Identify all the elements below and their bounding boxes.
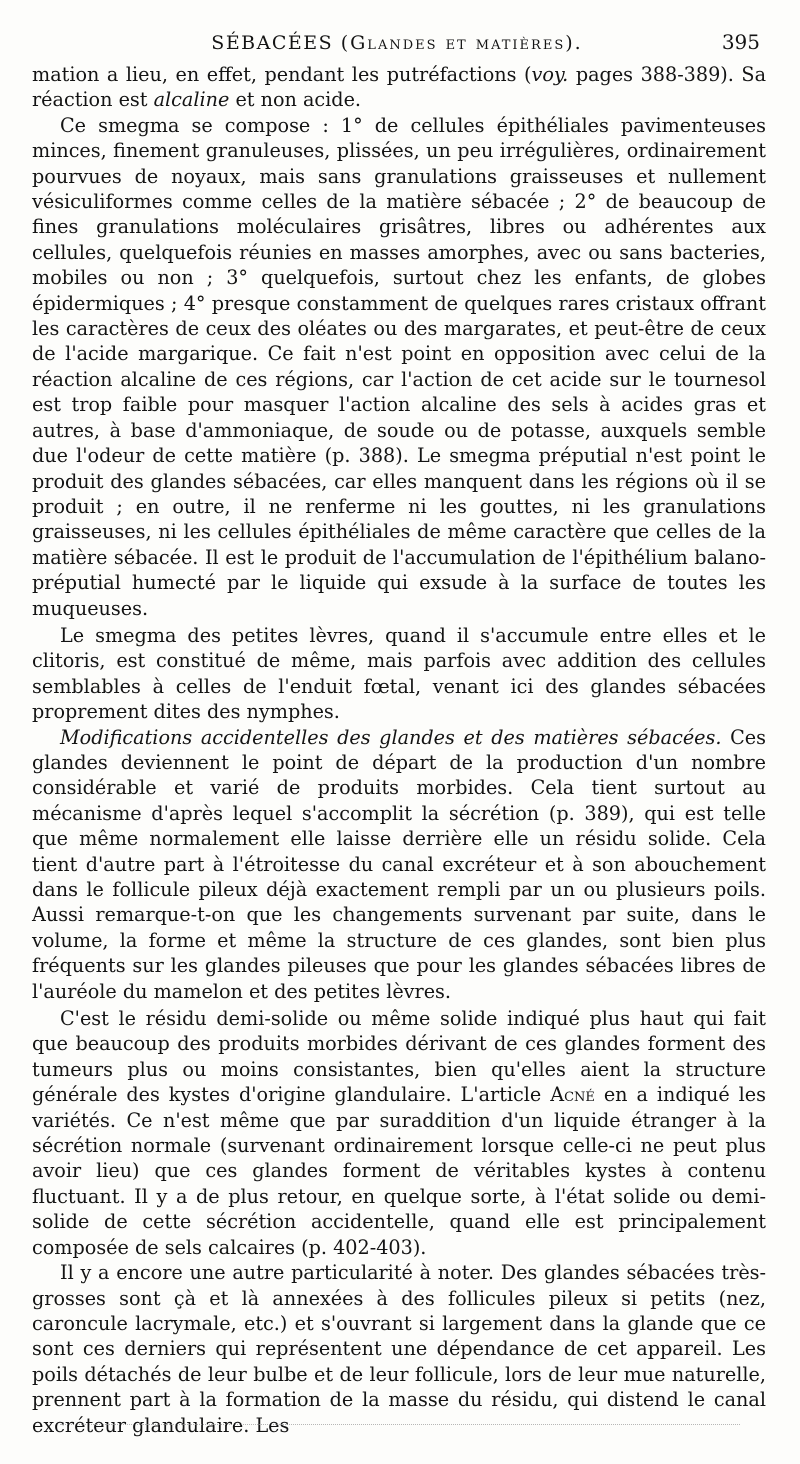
paragraph-4-text: Ces glandes deviennent le point de départ de la production d'un nombre considérable et varié de produits morbides. Cela tient surtout au mécanisme d'après lequel s'accomplit la sécrétion (p. 389), qui est telle que même normalement elle laisse derrière elle un résidu solide. Cela tient d'autre part à l'étroitesse du canal excréteur et à son abouchement dans le follicule pileux déjà exactement rempli par un ou plusieurs poils. Aussi remarque-t-on que les changements survenant par suite, dans le volume, la forme et même la structure de ces glandes, sont bien plus fréquents sur les glandes pileuses que pour les glandes sébacées libres de l'auréole du mamelon et des petites lèvres.: [32, 725, 766, 1003]
paragraph-1-text-a: mation a lieu, en effet, pendant les putréfactions (: [32, 63, 532, 86]
running-title: [34, 32, 760, 54]
paragraph-6: Il y a encore une autre particularité à noter. Des glandes sébacées très-grosses sont çà et là annexées à des follicules pileux si petits (nez, caroncule lacrymale, etc.) et s'ouvrant si largement dans la glande que ce sont ces derniers qui représentent une dépendance de cet appareil. Les poils détachés de leur bulbe et de leur follicule, lors de leur mue naturelle, prennent part à la formation de la masse du résidu, qui distend le canal excréteur glandulaire. Les: [32, 1261, 766, 1437]
bottom-dotted-rule: [60, 1424, 740, 1425]
paragraph-1: [32, 62, 766, 113]
paragraph-1-text-c: et non acide.: [229, 88, 362, 112]
running-header: [34, 30, 760, 60]
paragraph-4: [32, 725, 766, 1004]
section-heading-modifications: Modifications accidentelles des glandes et des matières sébacées.: [60, 725, 722, 749]
page-body: [32, 62, 766, 1438]
page-number: 395: [721, 30, 760, 54]
paragraph-5-smallcaps-acne: Acné: [550, 1083, 595, 1107]
paragraph-5-text-a: C'est le résidu demi-solide ou même solide indiqué plus haut qui fait que beaucoup des produits morbides dérivant de ces glandes forment des tumeurs plus ou moins consistantes, bien qu'elles aient la structure générale des kystes d'origine glandulaire. L'article: [32, 1007, 766, 1107]
running-title-main: SÉBACÉES: [211, 32, 334, 54]
paragraph-1-text-b: pages 388-389). Sa réaction est: [32, 63, 767, 112]
paragraph-5: [32, 1006, 766, 1260]
paragraph-5-text-b: en a indiqué les variétés. Ce n'est même que par suraddition d'un liquide étranger à la sécrétion normale (survenant ordinairement lorsque celle-ci ne peut plus avoir lieu) que ces glandes forment de véritables kystes à contenu fluctuant. Il y a de plus retour, en quelque sorte, à l'état solide ou demi-solide de cette sécrétion accidentelle, quand elle est principalement composée de sels calcaires (p. 402-403).: [32, 1083, 767, 1259]
paragraph-1-italic-voy: voy.: [531, 63, 569, 86]
paragraph-3: Le smegma des petites lèvres, quand il s'accumule entre elles et le clitoris, est constitué de même, mais parfois avec addition des cellules semblables à celles de l'enduit fœtal, venant ici des glandes sébacées proprement dites des nymphes.: [32, 623, 766, 724]
paragraph-2: Ce smegma se compose : 1° de cellules épithéliales pavimenteuses minces, finement granuleuses, plissées, un peu irrégulières, ordinairement pourvues de noyaux, mais sans granulations graisseuses et nullement vésiculiformes comme celles de la matière sébacée ; 2° de beaucoup de fines granulations moléculaires grisâtres, libres ou adhérentes aux cellules, quelquefois réunies en masses amorphes, avec ou sans bacteries, mobiles ou non ; 3° quelquefois, surtout chez les enfants, de globes épidermiques ; 4° presque constamment de quelques rares cristaux offrant les caractères de ceux des oléates ou des margarates, et peut-être de ceux de l'acide margarique. Ce fait n'est point en opposition avec celui de la réaction alcaline de ces régions, car l'action de cet acide sur le tournesol est trop faible pour masquer l'action alcaline des sels à acides gras et autres, à base d'ammoniaque, de soude ou de potasse, auxquels semble due l'odeur de cette matière (p. 388). Le smegma préputial n'est point le produit des glandes sébacées, car elles manquent dans les régions où il se produit ; en outre, il ne renferme ni les gouttes, ni les granulations graisseuses, ni les cellules épithéliales de même caractère que celles de la matière sébacée. Il est le produit de l'accumulation de l'épithélium balano-préputial humecté par le liquide qui exsude à la surface de toutes les muqueuses.: [32, 113, 766, 620]
paragraph-1-italic-alcaline: alcaline: [153, 88, 230, 112]
running-title-sub: (Glandes et matières).: [340, 32, 583, 54]
